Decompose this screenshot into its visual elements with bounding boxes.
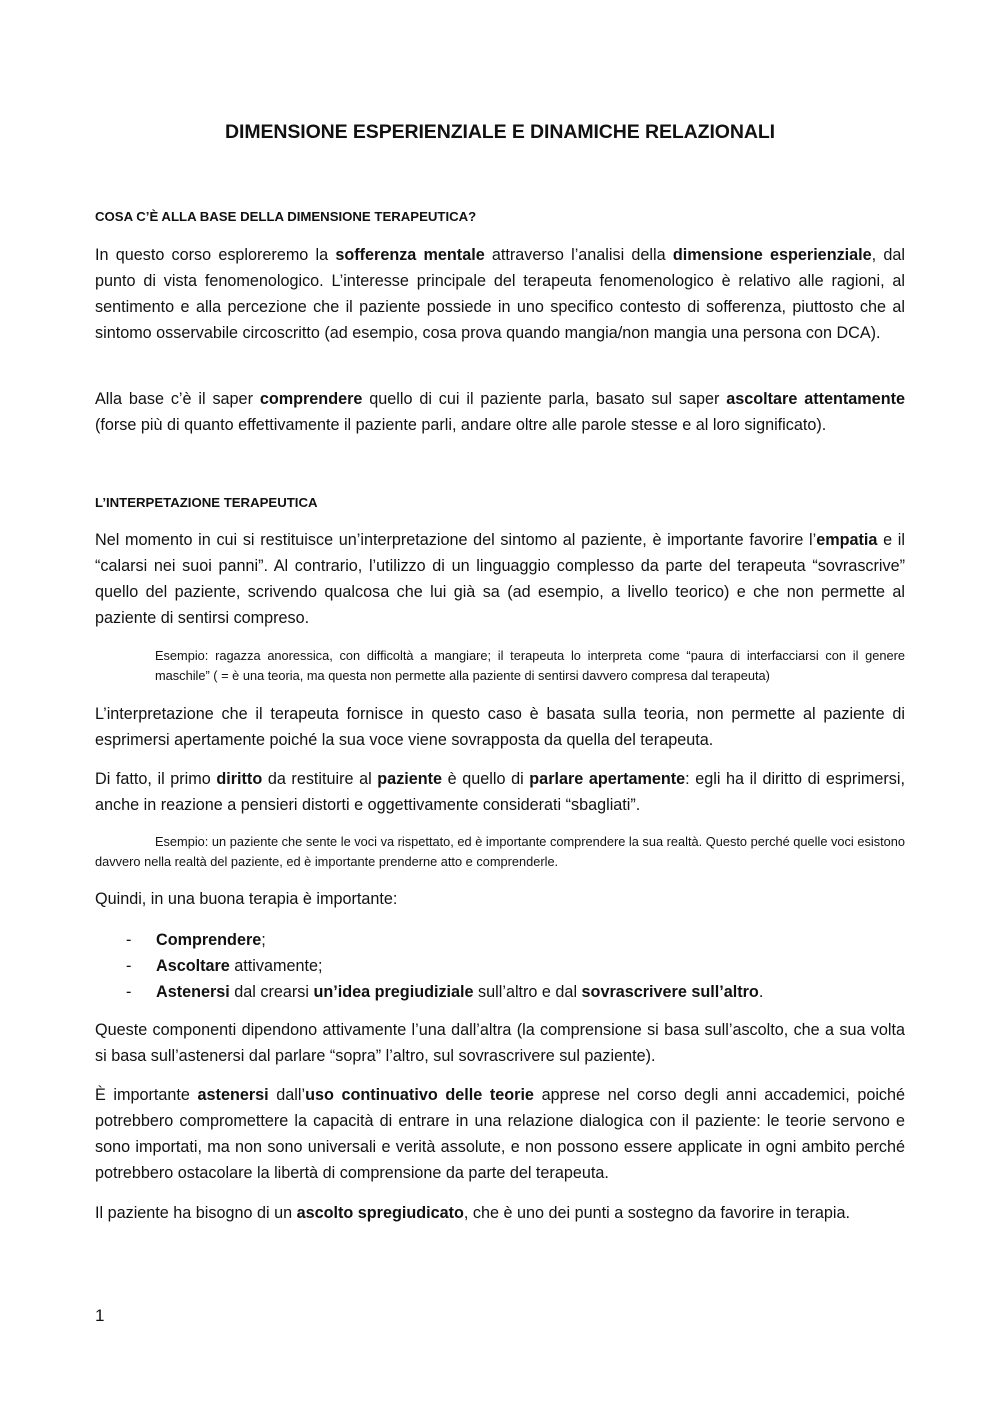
text-run: Il paziente ha bisogno di un (95, 1204, 297, 1222)
text-run: , dal punto di vista fenomenologico. L’interesse principale del terapeuta fenomenologico è relativo alle ragioni, al sentimento e alla percezione che il paziente possiede in uno specifico contesto di sofferenza, piuttosto che al sintomo osservabile circoscritto (ad esempio, cosa prova quando mangia/non mangia una persona con DCA). (95, 246, 905, 342)
text-run: È importante (95, 1086, 198, 1104)
bold-text: sofferenza mentale (335, 246, 485, 264)
text-run: , che è uno dei punti a sostegno da favorire in terapia. (463, 1204, 850, 1222)
paragraph (95, 386, 905, 438)
paragraph (95, 242, 905, 346)
text-run: Nel momento in cui si restituisce un’interpretazione del sintomo al paziente, è importante favorire l’ (95, 531, 817, 549)
list-item (95, 979, 905, 1005)
bold-text: dimensione esperienziale (672, 246, 872, 264)
text-run: quello di cui il paziente parla, basato sul saper (362, 390, 727, 408)
bold-text: Ascoltare (156, 957, 230, 975)
page-number: 1 (95, 1306, 105, 1325)
text-run: dal crearsi (229, 983, 314, 1001)
bold-text: ascoltare attentamente (726, 390, 905, 408)
text-run: . (758, 983, 764, 1001)
list-item-text (156, 957, 322, 975)
section-heading-base: COSA C’È ALLA BASE DELLA DIMENSIONE TERAPEUTICA? (95, 209, 477, 224)
bold-text: Comprendere (156, 931, 262, 949)
text-run: Quindi, in una buona terapia è importante: (95, 890, 398, 908)
text-run: Alla base c’è il saper (95, 390, 260, 408)
bullet-dash: - (126, 957, 132, 975)
section-heading-interpretation: L’INTERPETAZIONE TERAPEUTICA (95, 495, 318, 510)
paragraph (95, 766, 905, 818)
text-run: Di fatto, il primo (95, 770, 217, 788)
list-item (95, 953, 905, 979)
example-note: Esempio: ragazza anoressica, con difficoltà a mangiare; il terapeuta lo interpreta come “paura di interfacciarsi con il genere maschile” ( = è una teoria, ma questa non permette alla paziente di sentirsi davvero compresa dal terapeuta) (155, 648, 905, 683)
text-run: : egli ha il diritto di esprimersi, anche in reazione a pensieri distorti e oggettivamente considerati “sbagliati”. (95, 770, 905, 814)
text-run: sull’altro e dal (473, 983, 582, 1001)
paragraph (95, 1017, 905, 1069)
text-run: Queste componenti dipendono attivamente l’una dall’altra (la comprensione si basa sull’ascolto, che a sua volta si basa sull’astenersi dal parlare “sopra” l’altro, sul sovrascrivere sul paziente). (95, 1021, 905, 1065)
bold-text: ascolto spregiudicato (296, 1204, 464, 1222)
text-run: e il “calarsi nei suoi panni”. Al contrario, l’utilizzo di un linguaggio complesso da parte del terapeuta “sovrascrive” quello del paziente, scrivendo qualcosa che lui già sa (ad esempio, a livello teorico) e che non permette al paziente di sentirsi compreso. (95, 531, 905, 627)
bold-text: sovrascrivere sull’altro (581, 983, 759, 1001)
bold-text: parlare apertamente (529, 770, 686, 788)
paragraph (95, 701, 905, 753)
bold-text: comprendere (259, 390, 363, 408)
text-run: è quello di (442, 770, 530, 788)
bold-text: diritto (216, 770, 263, 788)
text-run: (forse più di quanto effettivamente il paziente parli, andare oltre alle parole stesse e al loro significato). (95, 416, 827, 434)
paragraph (95, 1082, 905, 1186)
text-run: In questo corso esploreremo la (95, 246, 336, 264)
bullet-dash: - (126, 931, 132, 949)
list-item-text (156, 931, 266, 949)
bold-text: empatia (816, 531, 878, 549)
example-note: Esempio: un paziente che sente le voci va rispettato, ed è importante comprendere la sua realtà. Questo perché quelle voci esistono davvero nella realtà del paziente, ed è importante prenderne atto e comprenderle. (95, 834, 905, 869)
text-run: attivamente; (229, 957, 323, 975)
bullet-dash: - (126, 983, 132, 1001)
text-run: L’interpretazione che il terapeuta fornisce in questo caso è basata sulla teoria, non permette al paziente di esprimersi apertamente poiché la sua voce viene sovrapposta da quella del terapeuta. (95, 705, 905, 749)
text-run: da restituire al (262, 770, 378, 788)
paragraph (95, 527, 905, 631)
list-item (95, 927, 905, 953)
bold-text: astenersi (197, 1086, 269, 1104)
bullet-list (95, 927, 905, 1005)
text-run: ; (261, 931, 266, 949)
bold-text: un’idea pregiudiziale (313, 983, 474, 1001)
document-title: DIMENSIONE ESPERIENZIALE E DINAMICHE RELAZIONALI (225, 121, 775, 143)
list-item-text (156, 983, 763, 1001)
bold-text: paziente (377, 770, 443, 788)
paragraph (95, 886, 905, 912)
paragraph (95, 1200, 905, 1226)
text-run: apprese nel corso degli anni accademici, poiché potrebbero compromettere la capacità di entrare in una relazione dialogica con il paziente: le teorie servono e sono importati, ma non sono universali e verità assolute, e non possono essere applicate in ogni ambito perché potrebbero ostacolare la libertà di comprensione da parte del terapeuta. (95, 1086, 906, 1182)
text-run: attraverso l’analisi della (484, 246, 673, 264)
bold-text: uso continuativo delle teorie (305, 1086, 534, 1104)
bold-text: Astenersi (156, 983, 230, 1001)
text-run: dall’ (268, 1086, 306, 1104)
